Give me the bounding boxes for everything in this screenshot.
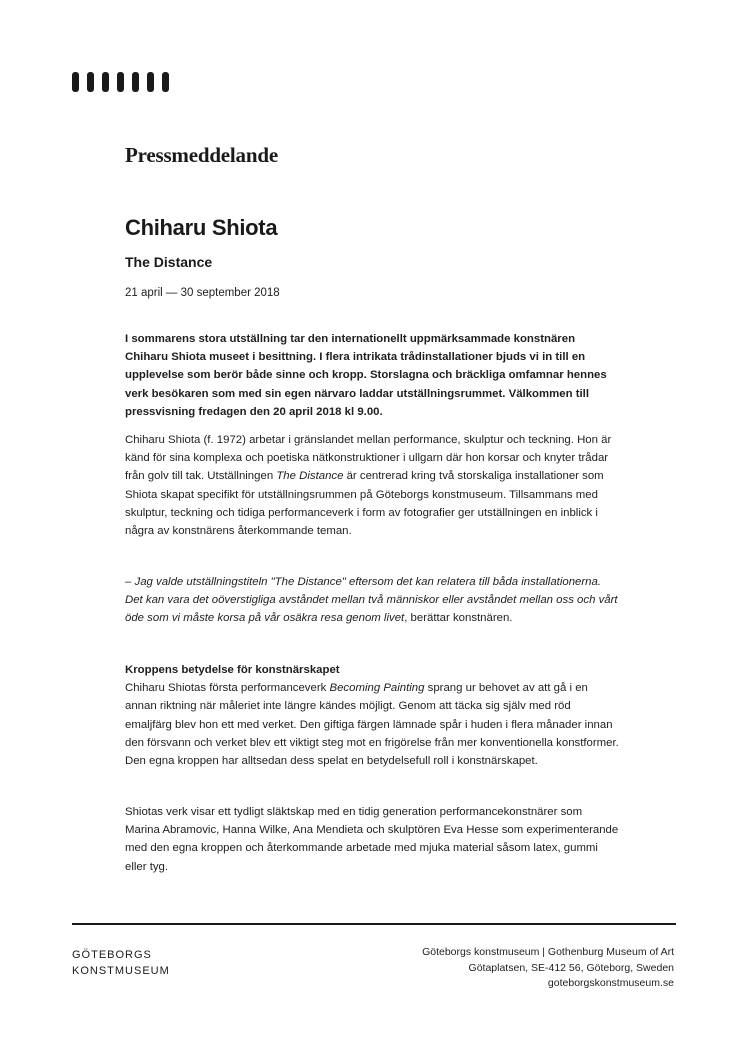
footer-logo-line2: KONSTMUSEUM (72, 965, 170, 977)
section-text-part2: sprang ur behovet av att gå i en annan riktning när måleriet inte längre kändes möjligt. Genom att täcka sig själv med röd emaljfärg blev hon ett med verket. Den giftiga färgen lämnade spår i huden i flera månader innan den försvann och verket blev ett viktigt steg mot en frigörelse från mer konventionella konstformer. Den egna kroppen har alltsedan dess spelat en betydelsefull roll i konstnärskapet. (125, 682, 619, 768)
footer-divider (72, 923, 676, 925)
quote-attribution: , berättar konstnären. (404, 612, 513, 625)
section-heading: Kroppens betydelse för konstnärskapet (125, 664, 340, 676)
logo-bar (87, 72, 94, 92)
closing-paragraph (125, 803, 620, 876)
footer-logo-line1: GÖTEBORGS (72, 949, 152, 961)
footer-address-line2: Götaplatsen, SE-412 56, Göteborg, Sweden (468, 961, 674, 974)
section-text-part1: Chiharu Shiotas första performanceverk (125, 682, 330, 695)
intro-text-part2: är centrerad kring två storskaliga installationer som Shiota skapat specifikt för utställningsrummen på Göteborgs konstmuseum. Tillsammans med skulptur, teckning och tidiga performanceverk i form av fotografier ger utställningen en inblick i några av konstnärens återkommande teman. (125, 470, 604, 538)
footer-museum-logo (72, 947, 170, 979)
quote-italic: – Jag valde utställningstiteln "The Distance" eftersom det kan relatera till båda installationerna. Det kan vara det oöverstigliga avståndet mellan två människor eller avståndet mellan oss och vårt öde som vi måste korsa på vår osäkra resa genom livet (125, 576, 618, 625)
footer-address-line1: Göteborgs konstmuseum | Gothenburg Museum of Art (422, 946, 674, 958)
logo-bar (162, 72, 169, 92)
logo-bar (72, 72, 79, 92)
section-text-italic: Becoming Painting (329, 682, 425, 695)
quote-paragraph (125, 573, 620, 628)
intro-text (125, 431, 620, 540)
logo-bar (117, 72, 124, 92)
intro-text-italic: The Distance (276, 470, 344, 483)
section-text (125, 679, 620, 770)
footer-address (422, 945, 674, 992)
intro-paragraph (125, 431, 620, 540)
footer-website-link[interactable]: goteborgskonstmuseum.se (547, 977, 674, 989)
page-heading: Pressmeddelande (125, 143, 278, 167)
artist-name: Chiharu Shiota (125, 215, 278, 240)
quote-text (125, 573, 620, 628)
museum-logo-bars (72, 72, 169, 92)
lede-text: I sommarens stora utställning tar den internationellt uppmärksammade konstnären Chiharu Shiota museet i besittning. I flera intrikata trådinstallationer bjuds vi in till en upplevelse som berör både sinne och kropp. Storslagna och bräckliga omfamnar hennes verk besökaren som med sin egen närvaro laddar utställningsrummet. Välkommen till pressvisning fredagen den 20 april 2018 kl 9.00. (125, 333, 607, 418)
lede-paragraph (125, 330, 620, 421)
intro-text-part1: Chiharu Shiota (f. 1972) arbetar i gränslandet mellan performance, skulptur och teckning. Hon är känd för sina komplexa och poetiska nätkonstruktioner i ullgarn där hon korsar och knyter trådar från golv till tak. Utställningen (125, 434, 612, 483)
exhibition-title: The Distance (125, 254, 213, 270)
exhibition-dates: 21 april — 30 september 2018 (125, 287, 280, 299)
logo-bar (102, 72, 109, 92)
closing-text: Shiotas verk visar ett tydligt släktskap med en tidig generation performancekonstnärer som Marina Abramovic, Hanna Wilke, Ana Mendieta och skulptören Eva Hesse som experimenterande med den egna kroppen och återkommande arbetade med mjuka material såsom latex, gummi eller tyg. (125, 806, 619, 873)
logo-bar (132, 72, 139, 92)
section-body-paragraph (125, 661, 620, 770)
logo-bar (147, 72, 154, 92)
